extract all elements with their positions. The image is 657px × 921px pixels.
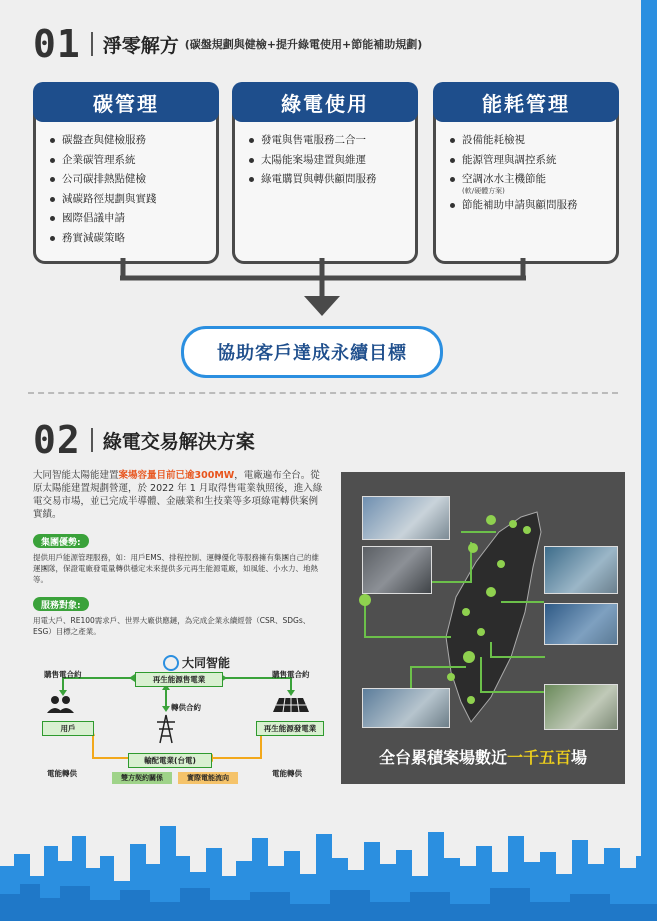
solar-site-photo (362, 496, 450, 540)
list-item: 減碳路徑規劃與實踐 (50, 190, 210, 210)
sell-contract-label: 購售電合約 (272, 670, 310, 679)
user-transfer-label: 電能轉供 (47, 769, 77, 778)
solar-site-photo (362, 546, 432, 594)
list-item: 太陽能案場建置與維運 (249, 151, 409, 171)
city-skyline-graphic (0, 806, 657, 921)
section2-number: 02 (33, 418, 81, 462)
solar-site-photo (544, 546, 618, 594)
user-box: 用戶 (42, 721, 94, 736)
intro-highlight: 案場容量目前已逾300MW (118, 470, 235, 481)
buy-contract-label: 購售電合約 (44, 670, 82, 679)
goal-banner (181, 326, 443, 378)
list-item: 公司碳排熱點健檢 (50, 170, 210, 190)
solar-site-photo (362, 688, 450, 728)
power-tower-icon (157, 715, 175, 743)
card-title: 綠電使用 (232, 82, 418, 122)
section2-title: 綠電交易解決方案 (102, 430, 255, 453)
solar-site-photo (544, 603, 618, 645)
transfer-contract-label: 轉供合約 (171, 703, 201, 712)
goal-text: 協助客戶達成永續目標 (217, 343, 407, 364)
intro-text-start: 大同智能太陽能建置 (33, 470, 119, 481)
users-icon (47, 696, 74, 713)
card-title: 能耗管理 (433, 82, 619, 122)
section2-heading (33, 418, 255, 462)
intro-paragraph (33, 469, 323, 521)
list-item: 發電與售電服務二合一 (249, 131, 409, 151)
list-item: 設備能耗檢視 (450, 131, 610, 151)
solar-panel-icon (273, 698, 309, 712)
section1-title: 淨零解方 (102, 34, 179, 57)
list-item: 能源管理與調控系統 (450, 151, 610, 171)
list-item: 國際倡議申請 (50, 209, 210, 229)
list-item-note: (軟/硬體方案) (462, 186, 505, 195)
legend-flow: 實際電能流向 (178, 772, 238, 784)
caption-highlight: 一千五百 (506, 748, 571, 767)
logo-icon (163, 655, 179, 671)
list-item: 企業碳管理系統 (50, 151, 210, 171)
legend-contract: 雙方契約關係 (112, 772, 172, 784)
down-arrow-icon (304, 296, 340, 316)
section2-separator (91, 428, 93, 452)
target-badge: 服務對象: (33, 597, 89, 611)
section1-number: 01 (33, 22, 81, 66)
project-count-caption (341, 745, 625, 768)
list-item: 務實減碳策略 (50, 229, 210, 249)
advantage-badge: 集團優勢: (33, 534, 89, 548)
list-item-text: 空調冰水主機節能 (462, 173, 546, 185)
brand-logo (163, 654, 230, 671)
list-item: 節能補助申請與顧問服務 (450, 196, 610, 216)
generator-transfer-label: 電能轉供 (272, 769, 302, 778)
logo-text: 大同智能 (182, 656, 231, 670)
grid-box: 輸配電業(台電) (128, 753, 212, 768)
list-item: 碳盤查與健檢服務 (50, 131, 210, 151)
advantage-text: 提供用戶能源管理服務，如：用戶EMS、排程控制、運轉優化等服務擁有集團自己的維運團隊，保證電廠發電量轉供穩定未來提供多元再生能源電廠，如風能、小水力、地熱等。 (33, 553, 319, 584)
seller-box: 再生能源售電業 (135, 672, 223, 687)
card-title: 碳管理 (33, 82, 219, 122)
solar-site-photo (544, 684, 618, 730)
map-pin-icon (486, 515, 496, 525)
section1-subtitle: (碳盤規劃與健檢+提升綠電使用+節能補助規劃) (184, 38, 423, 51)
generator-box: 再生能源發電業 (256, 721, 324, 736)
target-text: 用電大戶、RE100需求戶、世界大廠供應鏈，為完成企業永續經營（CSR、SDGs、ESG）目標之產業。 (33, 616, 311, 636)
project-map-panel (341, 472, 625, 784)
caption-text-end: 場 (571, 748, 588, 767)
section-divider (28, 392, 618, 394)
intro-text-end: ，電廠遍布全台。從原太陽能建置規劃營運，於 2022 年 1 月取得售電業執照後，進入綠電交易市場，並已完成半導體、金融業和生技業等多項綠電轉供案例實績。 (33, 470, 323, 520)
caption-text-start: 全台累積案場數近 (378, 748, 507, 767)
list-item: 綠電購買與轉供顧問服務 (249, 170, 409, 190)
